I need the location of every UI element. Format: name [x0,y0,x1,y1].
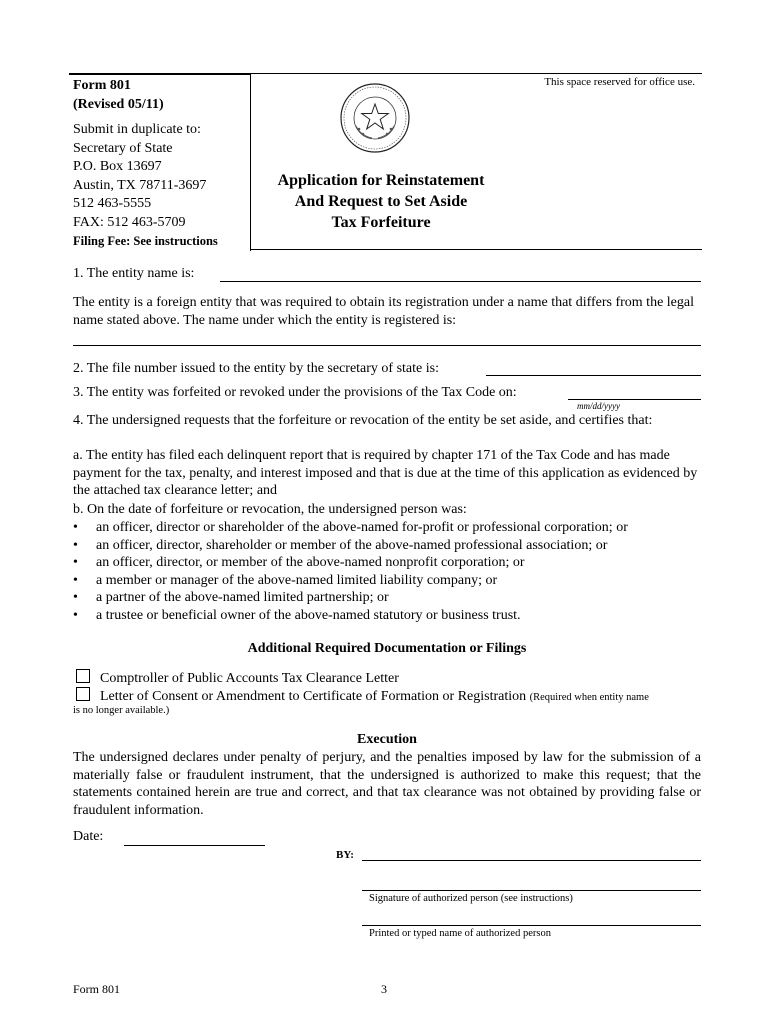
doc-item-label: Letter of Consent or Amendment to Certificate of Formation or Registration [100,689,527,704]
file-number-field[interactable] [486,375,701,376]
section4-a: a. The entity has filed each delinquent report that is required by chapter 171 of the Tax Code and has made payment for the tax, penalty, and interest imposed and that is due at the time of this application as evidenced by the attached tax clearance letter; and [73,448,698,498]
header-top-rule [250,73,702,74]
state-seal-icon [339,82,411,159]
certification-list [73,519,703,624]
by-field[interactable] [362,860,701,861]
signature-field[interactable] [362,890,701,891]
printed-name-caption: Printed or typed name of authorized person [369,928,551,939]
title-line: Tax Forfeiture [331,214,431,231]
form-number: Form 801 [73,78,131,93]
submit-line: P.O. Box 13697 [73,159,162,174]
entity-name-field[interactable] [220,281,701,282]
form-identifier [73,76,164,114]
printed-name-field[interactable] [362,925,701,926]
doc-item-note: (Required when entity name [529,692,649,703]
execution-date-field[interactable] [124,845,265,846]
execution-statement: The undersigned declares under penalty of perjury, and the penalties imposed by law for the submission of a materially false or fraudulent instrument, that the undersigned is authorized to make this request; that the statements contained herein are true and correct, and that tax clearance was not obtained by providing false or fraudulent information. [73,750,701,818]
office-use-note: This space reserved for office use. [544,76,695,88]
form-revision: (Revised 05/11) [73,97,164,112]
doc-item-consent [76,687,649,707]
list-item: • a trustee or beneficial owner of the above-named statutory or business trust. [73,607,703,625]
list-item: • an officer, director, or member of the above-named nonprofit corporation; or [73,554,703,572]
file-number-label: 2. The file number issued to the entity by the secretary of state is: [73,361,439,376]
submit-address [73,121,218,251]
doc-item-label: Comptroller of Public Accounts Tax Clearance Letter [100,671,399,686]
signature-caption: Signature of authorized person (see instructions) [369,893,573,904]
submit-line: FAX: 512 463-5709 [73,214,186,230]
section4-intro: 4. The undersigned requests that the forfeiture or revocation of the entity be set aside, and certifies that: [73,413,653,428]
submit-line: Secretary of State [73,140,173,156]
forfeiture-date-field[interactable] [568,399,701,400]
list-item: • a member or manager of the above-named limited liability company; or [73,572,703,590]
by-label: BY: [336,849,354,861]
execution-heading: Execution [357,732,417,747]
entity-name-label: 1. The entity name is: [73,266,195,281]
consent-letter-checkbox[interactable] [76,687,90,701]
submit-line: 512 463-5555 [73,196,152,211]
submit-line: Submit in duplicate to: [73,122,201,137]
forfeiture-date-label: 3. The entity was forfeited or revoked under the provisions of the Tax Code on: [73,385,517,400]
footer-form-number: Form 801 [73,982,121,996]
header-bottom-rule [250,249,702,250]
registered-name-field[interactable] [73,345,701,346]
title-line: Application for Reinstatement [277,172,485,189]
foreign-entity-text: The entity is a foreign entity that was required to obtain its registration under a name that differs from the legal name stated above. The name under which the entity is registered is: [73,295,694,328]
form-title [250,170,512,233]
documentation-heading: Additional Required Documentation or Filings [247,641,527,656]
doc-item-note-continued: is no longer available.) [73,705,170,716]
list-item: • an officer, director, shareholder or member of the above-named professional association; or [73,537,703,555]
page-number: 3 [381,982,387,996]
title-line: And Request to Set Aside [294,193,468,210]
date-label: Date: [73,829,104,844]
date-format-hint: mm/dd/yyyy [577,401,620,411]
doc-item-clearance [76,669,399,688]
submit-line: Austin, TX 78711-3697 [73,177,207,193]
filing-fee: Filing Fee: See instructions [73,234,218,248]
list-item: • a partner of the above-named limited partnership; or [73,589,703,607]
list-item: • an officer, director or shareholder of the above-named for-profit or professional corporation; or [73,519,703,537]
section4-b: b. On the date of forfeiture or revocation, the undersigned person was: [73,502,467,517]
clearance-letter-checkbox[interactable] [76,669,90,683]
